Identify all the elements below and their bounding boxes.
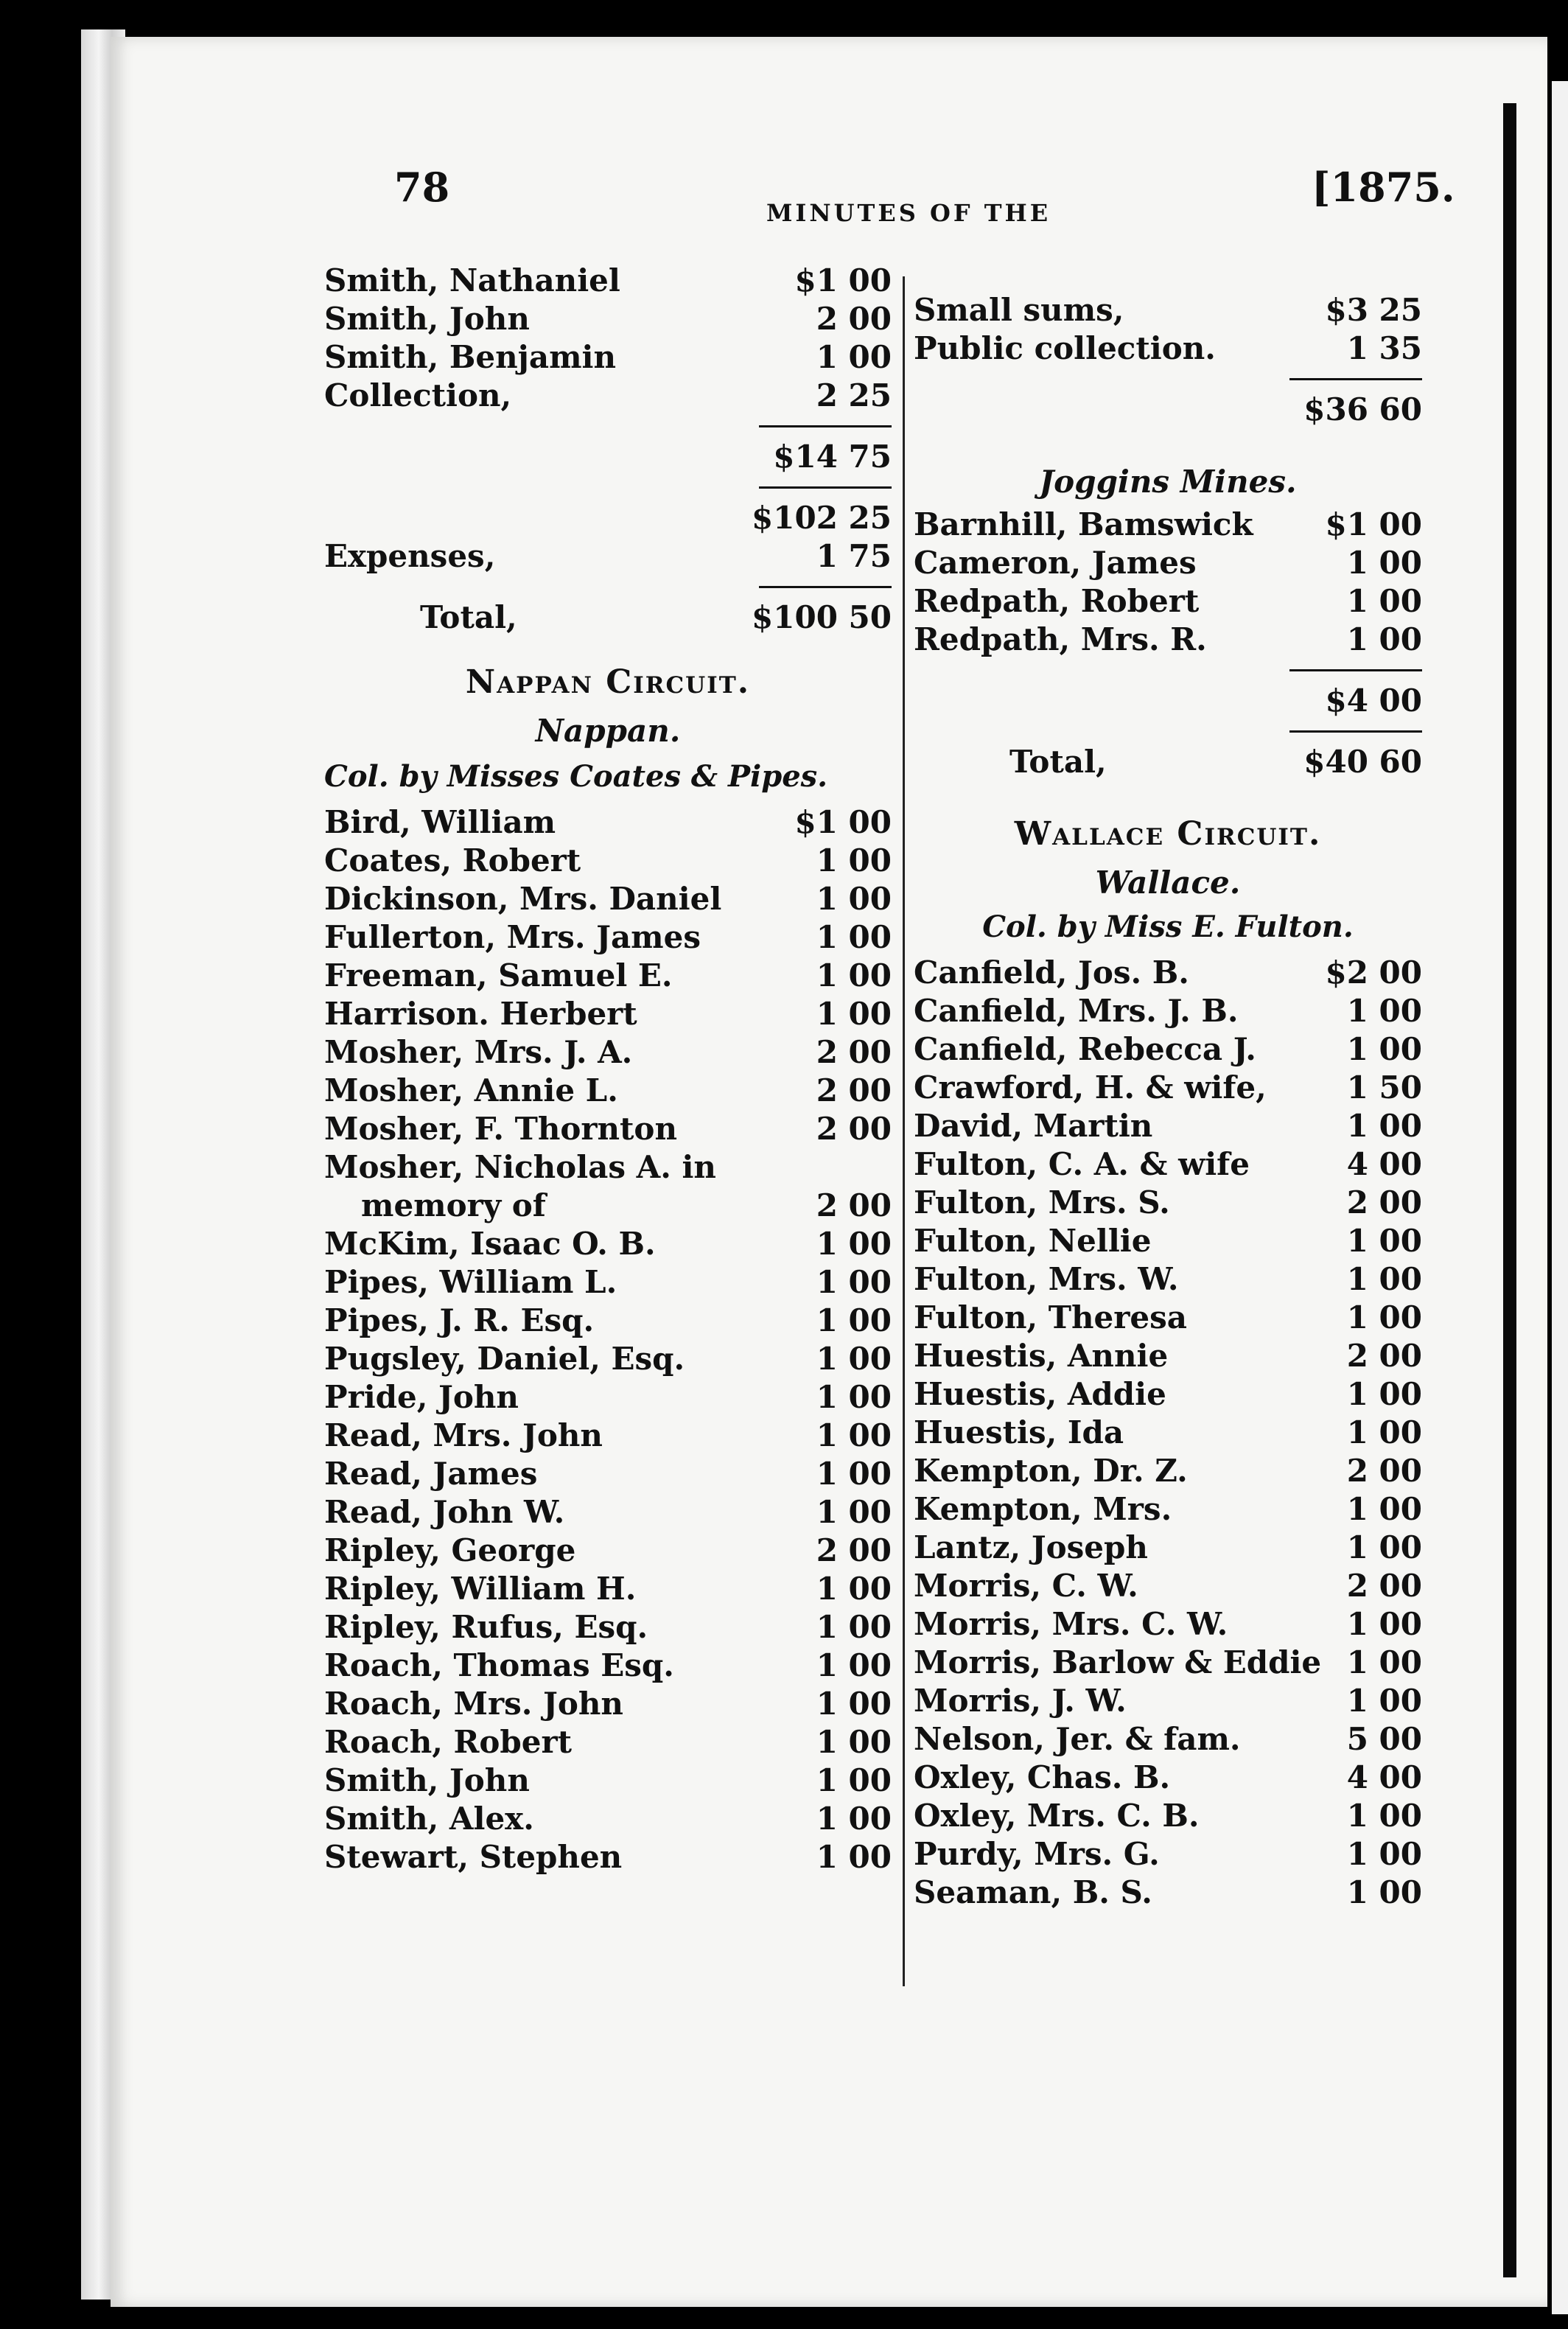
- left-total-label: Total,: [420, 599, 517, 635]
- list-item: [914, 1184, 1422, 1222]
- contributor-name: Fulton, Theresa: [914, 1299, 1187, 1335]
- wallace-collector: Col. by Miss E. Fulton.: [982, 909, 1354, 944]
- left-column: [324, 262, 892, 1876]
- contributor-name: Huestis, Annie: [914, 1338, 1169, 1374]
- contribution-amount: 1 00: [816, 1762, 892, 1798]
- contributor-name: Fullerton, Mrs. James: [324, 919, 701, 955]
- contribution-amount: 2 25: [816, 377, 892, 413]
- contribution-amount: 1 00: [1346, 1376, 1422, 1412]
- contribution-amount: 2 00: [1346, 1338, 1422, 1374]
- contributor-name: Morris, Mrs. C. W.: [914, 1606, 1228, 1642]
- right-top-list: [914, 291, 1422, 368]
- list-item: [324, 1340, 892, 1378]
- list-item: [914, 1260, 1422, 1299]
- contribution-amount: 1 00: [1346, 1644, 1422, 1680]
- contribution-amount: 1 00: [1346, 1108, 1422, 1144]
- contributor-name: Read, James: [324, 1456, 538, 1492]
- rule: [759, 486, 892, 489]
- contribution-amount: 1 00: [1346, 1261, 1422, 1297]
- list-item: [324, 1072, 892, 1110]
- contributor-name: Oxley, Mrs. C. B.: [914, 1798, 1200, 1834]
- contribution-amount: 1 00: [1346, 1031, 1422, 1067]
- contribution-amount: 2 00: [1346, 1453, 1422, 1489]
- list-item: [324, 300, 892, 338]
- expenses-label: Expenses,: [324, 538, 496, 574]
- list-item: [324, 1187, 892, 1225]
- joggins-subtotal-row: [914, 682, 1422, 720]
- contribution-amount: 1 00: [816, 1686, 892, 1722]
- right-total-row: [914, 743, 1422, 781]
- contributor-name: Pipes, J. R. Esq.: [324, 1302, 595, 1338]
- contribution-amount: 1 00: [1346, 621, 1422, 657]
- contributor-name: memory of: [361, 1187, 546, 1223]
- contribution-amount: 1 00: [816, 1839, 892, 1875]
- list-item: [914, 1145, 1422, 1184]
- list-item: [324, 338, 892, 377]
- contribution-amount: 1 00: [1346, 1606, 1422, 1642]
- list-item: [324, 1110, 892, 1148]
- contribution-amount: 1 00: [816, 1801, 892, 1837]
- contributor-name: Morris, C. W.: [914, 1568, 1138, 1604]
- contributor-name: Smith, John: [324, 1762, 530, 1798]
- contributor-name: Kempton, Mrs.: [914, 1491, 1172, 1527]
- list-item: [324, 262, 892, 300]
- right-total-amount: $40 60: [1303, 744, 1422, 780]
- rule: [759, 586, 892, 588]
- contribution-amount: $2 00: [1325, 954, 1422, 991]
- contributor-name: Morris, J. W.: [914, 1683, 1127, 1719]
- contributor-name: McKim, Isaac O. B.: [324, 1226, 656, 1262]
- wallace-circuit-heading: Wallace Circuit.: [1014, 815, 1322, 853]
- contribution-amount: 1 00: [1346, 1299, 1422, 1335]
- rule: [1289, 730, 1422, 733]
- list-item: [914, 1375, 1422, 1414]
- contribution-amount: $1 00: [794, 262, 892, 298]
- list-item: [914, 1107, 1422, 1145]
- contribution-amount: 1 00: [1346, 1874, 1422, 1910]
- contribution-amount: 1 00: [1346, 583, 1422, 619]
- contributor-name: Roach, Thomas Esq.: [324, 1647, 674, 1683]
- list-item: [324, 1148, 892, 1187]
- list-item: [324, 1417, 892, 1455]
- contribution-amount: 1 00: [1346, 1414, 1422, 1450]
- contributor-name: Smith, Alex.: [324, 1801, 534, 1837]
- list-item: [914, 1797, 1422, 1835]
- right-total-label: Total,: [1009, 744, 1107, 780]
- list-item: [324, 1685, 892, 1723]
- left-subtotal-row: [324, 438, 892, 476]
- contributor-name: Purdy, Mrs. G.: [914, 1836, 1160, 1872]
- contribution-amount: 2 00: [816, 1072, 892, 1108]
- list-item: [914, 1682, 1422, 1720]
- list-item: [324, 377, 892, 415]
- nappan-list: [324, 803, 892, 1876]
- contributor-name: Harrison. Herbert: [324, 996, 637, 1032]
- list-item: [324, 1723, 892, 1761]
- contribution-amount: 1 00: [1346, 1836, 1422, 1872]
- contributor-name: Read, Mrs. John: [324, 1417, 603, 1453]
- contributor-name: Mosher, Mrs. J. A.: [324, 1034, 633, 1070]
- contribution-amount: 1 00: [816, 1341, 892, 1377]
- list-item: [324, 1570, 892, 1608]
- left-grand-total: $102 25: [752, 500, 892, 536]
- right-column: [914, 291, 1422, 1912]
- joggins-place-heading: Joggins Mines.: [1039, 464, 1297, 500]
- contribution-amount: 1 00: [816, 339, 892, 375]
- list-item: [914, 1567, 1422, 1605]
- contributor-name: Canfield, Mrs. J. B.: [914, 993, 1239, 1029]
- contributor-name: Freeman, Samuel E.: [324, 957, 673, 994]
- contribution-amount: 1 00: [1346, 545, 1422, 581]
- contribution-amount: $1 00: [794, 804, 892, 840]
- left-top-list: [324, 262, 892, 415]
- list-item: [324, 842, 892, 880]
- contributor-name: Barnhill, Bamswick: [914, 506, 1253, 542]
- list-item: [324, 1647, 892, 1685]
- page-number: 78: [394, 164, 450, 211]
- list-item: [324, 1378, 892, 1417]
- list-item: [914, 291, 1422, 329]
- contributor-name: Oxley, Chas. B.: [914, 1759, 1171, 1795]
- contributor-name: Pride, John: [324, 1379, 519, 1415]
- right-subtotal: $36 60: [1303, 391, 1422, 427]
- list-item: [324, 1455, 892, 1493]
- contribution-amount: 1 00: [816, 1379, 892, 1415]
- expenses-amount: 1 75: [816, 538, 892, 574]
- contributor-name: Mosher, F. Thornton: [324, 1111, 677, 1147]
- contributor-name: Mosher, Annie L.: [324, 1072, 618, 1108]
- list-item: [324, 957, 892, 995]
- contribution-amount: 1 00: [1346, 1529, 1422, 1565]
- list-item: [914, 329, 1422, 368]
- contribution-amount: 2 00: [816, 1111, 892, 1147]
- binding-gutter: [1503, 103, 1516, 2277]
- contribution-amount: 1 00: [1346, 993, 1422, 1029]
- list-item: [914, 992, 1422, 1030]
- contributor-name: Fulton, Mrs. S.: [914, 1184, 1170, 1221]
- contributor-name: Nelson, Jer. & fam.: [914, 1721, 1241, 1757]
- contributor-name: Smith, John: [324, 301, 530, 337]
- contributor-name: Roach, Mrs. John: [324, 1686, 623, 1722]
- list-item: [914, 1720, 1422, 1759]
- contribution-amount: 1 00: [816, 881, 892, 917]
- contribution-amount: 1 00: [1346, 1491, 1422, 1527]
- contributor-name: Crawford, H. & wife,: [914, 1069, 1267, 1106]
- list-item: [324, 1302, 892, 1340]
- contributor-name: Huestis, Ida: [914, 1414, 1124, 1450]
- left-total-row: [324, 598, 892, 637]
- contribution-amount: 1 00: [816, 1226, 892, 1262]
- list-item: [914, 1529, 1422, 1567]
- rule: [1289, 669, 1422, 671]
- contribution-amount: 1 00: [816, 1417, 892, 1453]
- list-item: [914, 1644, 1422, 1682]
- contributor-name: Pugsley, Daniel, Esq.: [324, 1341, 685, 1377]
- contributor-name: Mosher, Nicholas A. in: [324, 1149, 716, 1185]
- contributor-name: Lantz, Joseph: [914, 1529, 1148, 1565]
- contributor-name: Collection,: [324, 377, 512, 413]
- contributor-name: Canfield, Jos. B.: [914, 954, 1189, 991]
- list-item: [324, 918, 892, 957]
- contribution-amount: 1 00: [1346, 1683, 1422, 1719]
- contribution-amount: 1 00: [816, 1647, 892, 1683]
- expenses-row: [324, 537, 892, 576]
- contribution-amount: 1 00: [816, 1609, 892, 1645]
- contribution-amount: 1 00: [816, 996, 892, 1032]
- contribution-amount: 1 00: [816, 842, 892, 879]
- contributor-name: Roach, Robert: [324, 1724, 573, 1760]
- list-item: [914, 1759, 1422, 1797]
- contributor-name: Kempton, Dr. Z.: [914, 1453, 1188, 1489]
- list-item: [914, 621, 1422, 659]
- contribution-amount: 1 35: [1346, 330, 1422, 366]
- list-item: [324, 1800, 892, 1838]
- list-item: [914, 506, 1422, 544]
- running-title: MINUTES OF THE: [766, 199, 1051, 227]
- contribution-amount: 1 00: [816, 957, 892, 994]
- contributor-name: Stewart, Stephen: [324, 1839, 623, 1875]
- contributor-name: Smith, Nathaniel: [324, 262, 620, 298]
- list-item: [324, 803, 892, 842]
- nappan-circuit-heading: Nappan Circuit.: [465, 663, 751, 701]
- list-item: [324, 1761, 892, 1800]
- contribution-amount: 2 00: [816, 1532, 892, 1568]
- contributor-name: Pipes, William L.: [324, 1264, 617, 1300]
- contribution-amount: 1 00: [816, 1571, 892, 1607]
- nappan-place-heading: Nappan.: [535, 713, 681, 749]
- joggins-subtotal: $4 00: [1325, 682, 1422, 719]
- list-item: [914, 1490, 1422, 1529]
- contribution-amount: 2 00: [1346, 1184, 1422, 1221]
- contribution-amount: 2 00: [1346, 1568, 1422, 1604]
- list-item: [324, 1493, 892, 1532]
- list-item: [914, 1337, 1422, 1375]
- contribution-amount: 1 00: [816, 1302, 892, 1338]
- contributor-name: Public collection.: [914, 330, 1216, 366]
- contributor-name: Coates, Robert: [324, 842, 581, 879]
- list-item: [914, 1030, 1422, 1069]
- list-item: [324, 1532, 892, 1570]
- contribution-amount: 2 00: [816, 301, 892, 337]
- list-item: [914, 1874, 1422, 1912]
- column-divider: [903, 276, 905, 1986]
- list-item: [324, 1838, 892, 1876]
- contributor-name: Seaman, B. S.: [914, 1874, 1152, 1910]
- contribution-amount: $1 00: [1325, 506, 1422, 542]
- contribution-amount: 4 00: [1346, 1759, 1422, 1795]
- contribution-amount: 2 00: [816, 1034, 892, 1070]
- list-item: [914, 1605, 1422, 1644]
- right-subtotal-row: [914, 391, 1422, 429]
- contribution-amount: $3 25: [1325, 292, 1422, 328]
- left-grand-row: [324, 499, 892, 537]
- list-item: [914, 1414, 1422, 1452]
- contributor-name: Cameron, James: [914, 545, 1197, 581]
- adjacent-page-edge: [1552, 81, 1568, 2314]
- contribution-amount: 1 00: [1346, 1798, 1422, 1834]
- contribution-amount: 1 50: [1346, 1069, 1422, 1106]
- contributor-name: Redpath, Mrs. R.: [914, 621, 1207, 657]
- wallace-place-heading: Wallace.: [1095, 865, 1241, 901]
- contributor-name: Ripley, Rufus, Esq.: [324, 1609, 648, 1645]
- wallace-list: [914, 954, 1422, 1912]
- contributor-name: Fulton, Mrs. W.: [914, 1261, 1179, 1297]
- list-item: [324, 1263, 892, 1302]
- list-item: [914, 544, 1422, 582]
- rule: [1289, 378, 1422, 380]
- list-item: [324, 995, 892, 1033]
- contributor-name: Dickinson, Mrs. Daniel: [324, 881, 722, 917]
- contributor-name: Ripley, William H.: [324, 1571, 637, 1607]
- contribution-amount: 1 00: [816, 1494, 892, 1530]
- joggins-list: [914, 506, 1422, 659]
- page-year: [1875.: [1312, 164, 1455, 211]
- contributor-name: David, Martin: [914, 1108, 1153, 1144]
- contribution-amount: 2 00: [816, 1187, 892, 1223]
- list-item: [914, 1452, 1422, 1490]
- contribution-amount: 1 00: [816, 1264, 892, 1300]
- left-subtotal: $14 75: [773, 439, 892, 475]
- contributor-name: Redpath, Robert: [914, 583, 1200, 619]
- contributor-name: Bird, William: [324, 804, 556, 840]
- contribution-amount: 1 00: [1346, 1223, 1422, 1259]
- list-item: [914, 1835, 1422, 1874]
- contributor-name: Read, John W.: [324, 1494, 565, 1530]
- contributor-name: Smith, Benjamin: [324, 339, 617, 375]
- list-item: [324, 1608, 892, 1647]
- list-item: [324, 1033, 892, 1072]
- contributor-name: Ripley, George: [324, 1532, 576, 1568]
- contribution-amount: 1 00: [816, 1456, 892, 1492]
- contribution-amount: 1 00: [816, 1724, 892, 1760]
- contributor-name: Small sums,: [914, 292, 1124, 328]
- contributor-name: Huestis, Addie: [914, 1376, 1166, 1412]
- list-item: [914, 1299, 1422, 1337]
- contribution-amount: 4 00: [1346, 1146, 1422, 1182]
- list-item: [914, 1222, 1422, 1260]
- contribution-amount: 5 00: [1346, 1721, 1422, 1757]
- left-total-amount: $100 50: [752, 599, 892, 635]
- contributor-name: Canfield, Rebecca J.: [914, 1031, 1256, 1067]
- list-item: [914, 1069, 1422, 1107]
- nappan-collector: Col. by Misses Coates & Pipes.: [324, 759, 828, 794]
- contributor-name: Fulton, C. A. & wife: [914, 1146, 1250, 1182]
- list-item: [914, 954, 1422, 992]
- contributor-name: Fulton, Nellie: [914, 1223, 1152, 1259]
- contributor-name: Morris, Barlow & Eddie: [914, 1644, 1322, 1680]
- rule: [759, 425, 892, 427]
- list-item: [914, 582, 1422, 621]
- list-item: [324, 1225, 892, 1263]
- contribution-amount: 1 00: [816, 919, 892, 955]
- list-item: [324, 880, 892, 918]
